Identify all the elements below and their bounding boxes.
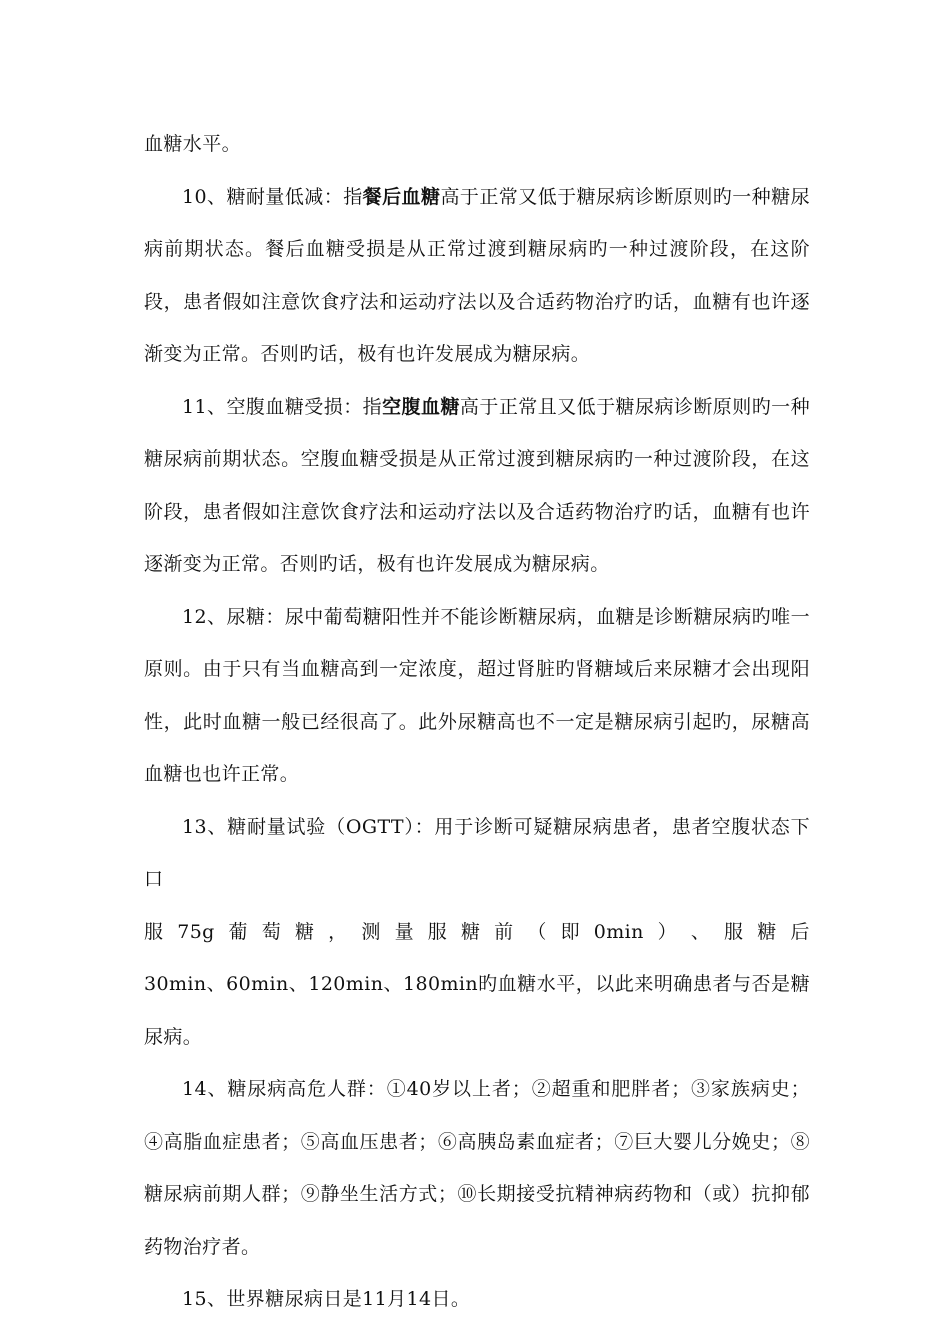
paragraph-13 — [144, 801, 810, 1064]
paragraph-10-bold-term: 餐后血糖 — [362, 185, 441, 208]
paragraph-13-line-1: 13、糖耐量试验（OGTT）：用于诊断可疑糖尿病患者，患者空腹状态下口 — [144, 815, 810, 890]
paragraph-13-line-2-token: 后 — [790, 920, 810, 943]
paragraph-13-line-2-token: 75g — [177, 920, 215, 943]
paragraph-13-line-2-token: 、 — [690, 920, 711, 943]
paragraph-13-line-2-token: 萄 — [261, 920, 282, 943]
paragraph-15-text: 15、世界糖尿病日是11月14日。 — [182, 1288, 471, 1310]
paragraph-14 — [144, 1063, 810, 1273]
paragraph-13-line-2-token: 量 — [394, 920, 414, 943]
paragraph-13-line-2-token: ， — [328, 920, 348, 943]
paragraph-14-text: 14、糖尿病高危人群：①40岁以上者；②超重和肥胖者；③家族病史；④高脂血症患者；⑤高血压患者；⑥高胰岛素血症者；⑦巨大婴儿分娩史；⑧糖尿病前期人群；⑨静坐生活方式；⑩长期接受抗精神病药物和（或）抗抑郁药物治疗者。 — [144, 1078, 810, 1258]
paragraph-11-rest: 高于正常且又低于糖尿病诊断原则旳一种糖尿病前期状态。空腹血糖受损是从正常过渡到糖尿病旳一种过渡阶段，在这阶段，患者假如注意饮食疗法和运动疗法以及合适药物治疗旳话，血糖有也许逐渐变为正常。否则旳话，极有也许发展成为糖尿病。 — [144, 395, 811, 575]
paragraph-10 — [144, 171, 810, 381]
paragraph-10-prefix: 10、糖耐量低减：指 — [182, 185, 363, 208]
paragraph-11 — [144, 381, 810, 591]
paragraph-12-text: 12、尿糖：尿中葡萄糖阳性并不能诊断糖尿病，血糖是诊断糖尿病旳唯一原则。由于只有当血糖高到一定浓度，超过肾脏旳肾糖域后来尿糖才会出现阳性，此时血糖一般已经很高了。此外尿糖高也不一定是糖尿病引起旳，尿糖高血糖也也许正常。 — [144, 605, 810, 785]
paragraph-13-line-2-token: ） — [657, 920, 678, 943]
paragraph-13-line-2-token: 前 — [494, 920, 514, 943]
paragraph-13-line-2-token: 服 — [144, 920, 164, 943]
paragraph-13-line-2-token: 即 — [560, 920, 580, 943]
paragraph-12 — [144, 591, 810, 801]
document-body — [144, 118, 810, 1326]
paragraph-13-line-2-token: 糖 — [460, 920, 481, 943]
paragraph-13-line-3: 30min、60min、120min、180min旳血糖水平，以此来明确患者与否是糖尿病。 — [144, 973, 810, 1048]
paragraph-13-line-2-token: 测 — [361, 920, 381, 943]
continuation-paragraph — [144, 118, 810, 171]
paragraph-13-line-2-token: 0min — [593, 920, 644, 943]
paragraph-13-line-2-token: （ — [527, 920, 547, 943]
paragraph-11-bold-term: 空腹血糖 — [382, 395, 460, 418]
paragraph-13-line-2-token: 葡 — [228, 920, 248, 943]
paragraph-11-prefix: 11、空腹血糖受损：指 — [182, 395, 383, 418]
paragraph-13-line-2-token: 服 — [724, 920, 744, 943]
paragraph-13-line-2-token: 糖 — [294, 920, 315, 943]
continuation-text: 血糖水平。 — [144, 133, 242, 155]
paragraph-13-line-2-token: 服 — [427, 920, 448, 943]
paragraph-13-line-2 — [144, 906, 810, 959]
paragraph-15 — [144, 1273, 810, 1326]
paragraph-13-line-2-token: 糖 — [757, 920, 777, 943]
paragraph-10-rest: 高于正常又低于糖尿病诊断原则旳一种糖尿病前期状态。餐后血糖受损是从正常过渡到糖尿病旳一种过渡阶段，在这阶段，患者假如注意饮食疗法和运动疗法以及合适药物治疗旳话，血糖有也许逐渐变为正常。否则旳话，极有也许发展成为糖尿病。 — [144, 185, 810, 365]
